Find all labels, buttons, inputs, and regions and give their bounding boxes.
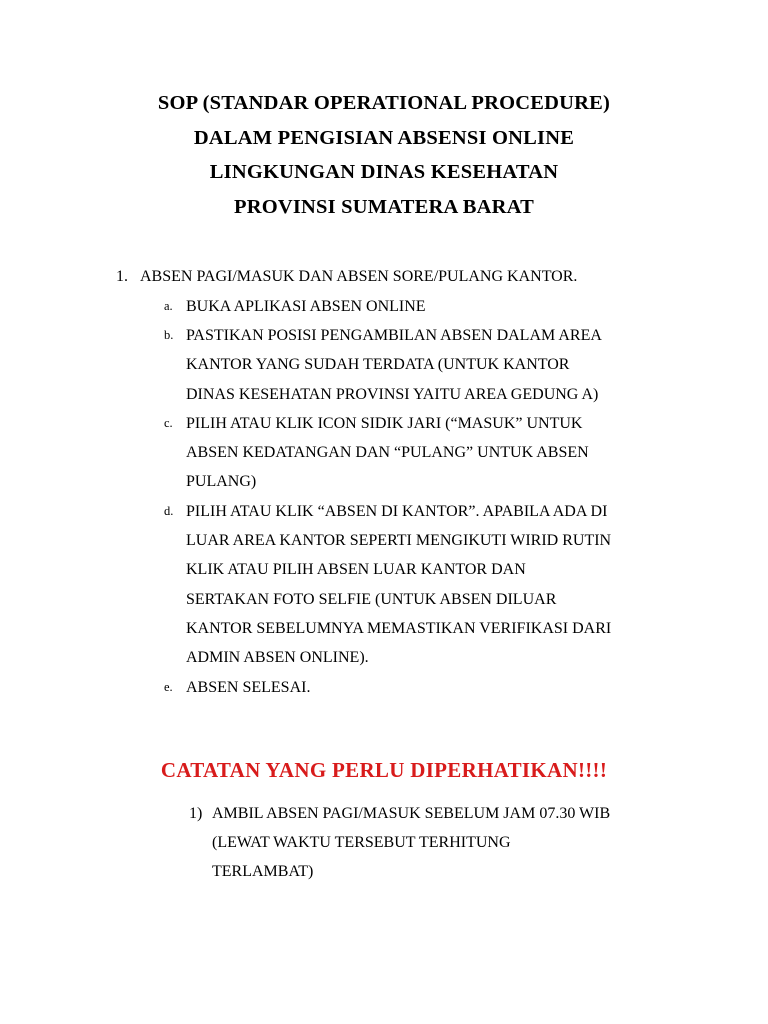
step-c-letter: c.	[164, 416, 173, 430]
step-c-line-1: PILIH ATAU KLIK ICON SIDIK JARI (“MASUK” UNTUK	[186, 415, 583, 432]
note-1-number: 1)	[189, 805, 203, 822]
step-b-line-3: DINAS KESEHATAN PROVINSI YAITU AREA GEDUNG A)	[186, 386, 599, 403]
title-line-3: LINGKUNGAN DINAS KESEHATAN	[209, 161, 559, 183]
step-d-line-1: PILIH ATAU KLIK “ABSEN DI KANTOR”. APABILA ADA DI	[186, 503, 608, 520]
step-c-line-3: PULANG)	[186, 473, 257, 490]
step-a-letter: a.	[164, 299, 173, 313]
title-line-2: DALAM PENGISIAN ABSENSI ONLINE	[193, 126, 575, 149]
step-d-letter: d.	[164, 504, 174, 518]
document-title	[0, 86, 768, 224]
step-b-letter: b.	[164, 328, 174, 342]
section-number: 1.	[116, 268, 128, 285]
notes-heading: CATATAN YANG PERLU DIPERHATIKAN!!!!	[160, 758, 608, 782]
step-e-line-1: ABSEN SELESAI.	[186, 679, 311, 696]
title-line-4: PROVINSI SUMATERA BARAT	[234, 195, 534, 218]
section-heading: ABSEN PAGI/MASUK DAN ABSEN SORE/PULANG KANTOR.	[140, 268, 578, 285]
step-b-line-1: PASTIKAN POSISI PENGAMBILAN ABSEN DALAM AREA	[186, 327, 602, 344]
note-1-line-3: TERLAMBAT)	[212, 863, 314, 880]
step-d-line-6: ADMIN ABSEN ONLINE).	[186, 649, 369, 666]
step-b-line-2: KANTOR YANG SUDAH TERDATA (UNTUK KANTOR	[186, 356, 570, 373]
note-1-line-1: AMBIL ABSEN PAGI/MASUK SEBELUM JAM 07.30 WIB	[212, 805, 611, 822]
note-1-line-2: (LEWAT WAKTU TERSEBUT TERHITUNG	[212, 834, 511, 851]
step-d-line-4: SERTAKAN FOTO SELFIE (UNTUK ABSEN DILUAR	[186, 591, 557, 608]
step-d-line-5: KANTOR SEBELUMNYA MEMASTIKAN VERIFIKASI DARI	[186, 620, 612, 637]
step-e-letter: e.	[164, 680, 173, 694]
step-d-line-3: KLIK ATAU PILIH ABSEN LUAR KANTOR DAN	[186, 561, 526, 578]
step-a-line-1: BUKA APLIKASI ABSEN ONLINE	[186, 298, 426, 315]
step-d-line-2: LUAR AREA KANTOR SEPERTI MENGIKUTI WIRID RUTIN	[186, 532, 612, 549]
title-line-1: SOP (STANDAR OPERATIONAL PROCEDURE)	[157, 92, 611, 114]
step-c-line-2: ABSEN KEDATANGAN DAN “PULANG” UNTUK ABSEN	[186, 444, 589, 461]
